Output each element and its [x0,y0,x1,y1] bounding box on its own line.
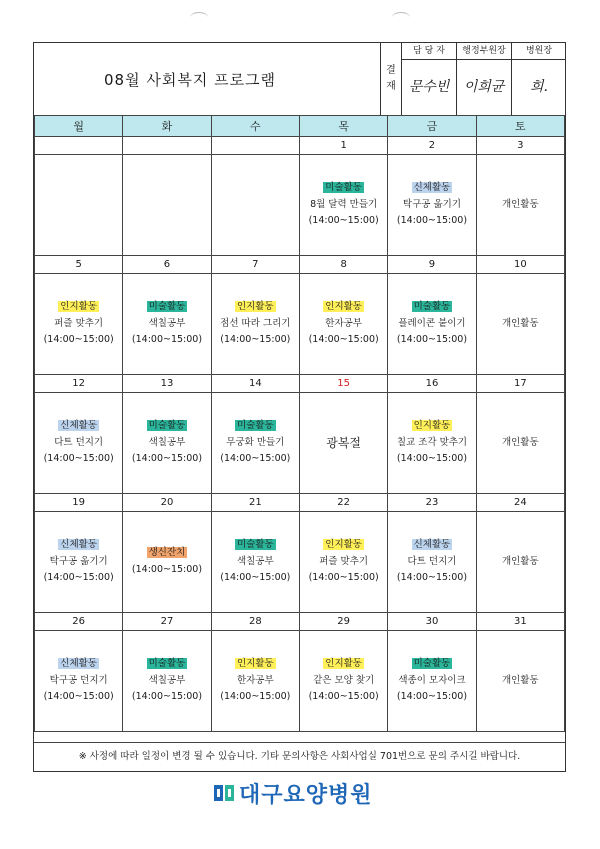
date-number: 8 [299,256,387,274]
activity-tag: 신체활동 [60,658,98,670]
date-number: 28 [211,613,299,631]
day-cell [388,274,476,375]
approval-label-char: 결 [386,65,396,76]
weekday-header: 목 [299,116,387,137]
signature: 이희균 [463,79,505,95]
hospital-logo-text: 대구요양병원 [239,782,373,808]
activity-tag: 인지활동 [60,301,98,313]
date-row [35,375,565,393]
day-cell [476,631,564,732]
activity-text: 퍼즐 맞추기 [54,317,104,329]
date-number: 10 [476,256,564,274]
activity-tag: 인지활동 [236,658,274,670]
day-cell [35,512,123,613]
day-cell [123,274,211,375]
schedule-sheet [33,42,566,772]
activity-text: 색칠공부 [236,555,274,567]
activity-text: 탁구공 옮기기 [49,555,108,567]
date-number: 26 [35,613,123,631]
activity-tag: 미술활동 [148,301,186,313]
activity-row [35,155,565,256]
activity-tag: 인지활동 [325,301,362,313]
day-cell [123,631,211,732]
date-number: 31 [476,613,564,631]
day-cell [211,393,299,494]
date-number: 1 [299,137,387,155]
day-cell [299,274,387,375]
date-number: 15 [299,375,387,393]
day-cell [388,155,476,256]
date-number: 27 [123,613,211,631]
activity-tag: 신체활동 [60,420,98,432]
activity-text: 개인활동 [501,674,539,686]
day-cell [476,512,564,613]
day-cell [123,155,211,256]
activity-text: 색칠공부 [148,436,186,448]
activity-text: 한자공부 [325,317,362,329]
activity-row [35,393,565,494]
activity-text: 플레이콘 붙이기 [398,317,466,329]
activity-time: (14:00~15:00) [308,572,379,584]
activity-time: (14:00~15:00) [308,334,379,346]
day-cell [123,393,211,494]
day-cell [35,274,123,375]
date-number: 29 [299,613,387,631]
activity-time: (14:00~15:00) [308,691,379,703]
day-cell [476,155,564,256]
activity-tag: 인지활동 [236,301,274,313]
activity-text: 점선 따라 그리기 [220,317,291,329]
activity-text: 탁구공 옮기기 [402,198,462,210]
day-cell [476,274,564,375]
weekday-header: 수 [211,116,299,137]
activity-text: 다트 던지기 [407,555,457,567]
hospital-logo [213,773,373,813]
approval-label-char: 재 [386,81,396,92]
day-cell [476,393,564,494]
activity-text: 색칠공부 [148,317,186,329]
date-number [35,137,123,155]
activity-time: (14:00~15:00) [396,691,468,703]
activity-time: (14:00~15:00) [43,453,114,465]
date-number: 14 [211,375,299,393]
punch-hole-right [392,12,410,23]
date-number: 7 [211,256,299,274]
weekday-header: 월 [35,116,123,137]
weekday-header: 화 [123,116,211,137]
day-cell [299,631,387,732]
day-cell [388,393,476,494]
activity-text: 한자공부 [236,674,274,686]
date-number: 2 [388,137,476,155]
day-cell [35,393,123,494]
approver-director [512,43,566,115]
activity-time: (14:00~15:00) [131,691,203,703]
activity-text: 색칠공부 [148,674,186,686]
date-number: 12 [35,375,123,393]
weekday-header-row [35,116,565,137]
weekday-header: 토 [476,116,564,137]
date-number: 23 [388,494,476,512]
activity-time: (14:00~15:00) [131,564,203,575]
day-cell [211,155,299,256]
date-number: 3 [476,137,564,155]
punch-hole-left [190,12,208,23]
activity-tag: 신체활동 [413,539,451,551]
holiday-label: 광복절 [326,435,362,450]
approver-role: 병원장 [512,43,566,60]
day-cell [211,274,299,375]
day-cell [211,631,299,732]
activity-tag: 미술활동 [325,182,362,194]
activity-text: 개인활동 [501,198,539,210]
activity-tag: 미술활동 [148,658,186,670]
activity-text: 개인활동 [501,436,539,448]
weekday-header: 금 [388,116,476,137]
activity-tag: 미술활동 [413,658,451,670]
day-cell [388,512,476,613]
activity-text: 색종이 모자이크 [398,674,466,686]
date-row [35,613,565,631]
day-cell [123,512,211,613]
day-cell [388,631,476,732]
activity-time: (14:00~15:00) [396,334,468,346]
date-number [211,137,299,155]
approver-role: 행정부원장 [457,43,511,60]
day-cell [211,512,299,613]
activity-text: 같은 모양 찾기 [313,674,375,686]
date-row [35,256,565,274]
date-number: 9 [388,256,476,274]
date-number: 24 [476,494,564,512]
date-number: 19 [35,494,123,512]
day-cell [35,631,123,732]
activity-time: (14:00~15:00) [220,572,291,584]
footer-note: ※ 사정에 따라 일정이 변경 될 수 있습니다. 기타 문의사항은 사회사업실 701번으로 문의 주시길 바랍니다. [34,742,565,771]
approval-box [380,43,566,115]
activity-time: (14:00~15:00) [220,691,291,703]
activity-tag: 미술활동 [236,420,274,432]
activity-time: (14:00~15:00) [43,334,114,346]
activity-time: (14:00~15:00) [220,334,291,346]
activity-text: 탁구공 던지기 [49,674,108,686]
day-cell [299,155,387,256]
approver-role: 담 당 자 [402,43,456,60]
date-number: 6 [123,256,211,274]
page-title: 08월 사회복지 프로그램 [104,71,277,89]
date-number: 21 [211,494,299,512]
approver-vice-director [457,43,512,115]
activity-text: 다트 던지기 [54,436,104,448]
activity-tag: 미술활동 [236,539,274,551]
activity-tag: 인지활동 [413,420,451,432]
date-row [35,494,565,512]
approval-label [381,43,402,115]
activity-time: (14:00~15:00) [396,572,468,584]
activity-text: 무궁화 만들기 [226,436,285,448]
activity-time: (14:00~15:00) [220,453,291,465]
activity-tag: 인지활동 [325,539,362,551]
day-cell [35,155,123,256]
date-number: 13 [123,375,211,393]
day-cell [299,512,387,613]
activity-time: (14:00~15:00) [396,453,468,465]
date-number: 20 [123,494,211,512]
signature: 희. [530,79,548,95]
activity-text: 개인활동 [501,555,539,567]
activity-tag: 신체활동 [413,182,451,194]
activity-time: (14:00~15:00) [43,572,114,584]
date-number: 16 [388,375,476,393]
activity-time: (14:00~15:00) [131,453,203,465]
activity-time: (14:00~15:00) [131,334,203,346]
approver-staff [402,43,457,115]
calendar-table [34,115,565,732]
activity-time: (14:00~15:00) [308,215,379,227]
day-cell [299,393,387,494]
activity-tag: 인지활동 [325,658,362,670]
date-row [35,137,565,155]
signature: 문수빈 [408,79,450,95]
activity-text: 칠교 조각 맞추기 [396,436,468,448]
activity-text: 8월 달력 만들기 [310,198,378,210]
activity-tag: 생신잔치 [148,547,186,559]
activity-row [35,512,565,613]
activity-tag: 미술활동 [148,420,186,432]
date-number: 17 [476,375,564,393]
activity-row [35,631,565,732]
header [34,43,565,116]
activity-row [35,274,565,375]
activity-tag: 신체활동 [60,539,98,551]
date-number: 22 [299,494,387,512]
activity-tag: 미술활동 [413,301,451,313]
activity-time: (14:00~15:00) [396,215,468,227]
date-number: 5 [35,256,123,274]
date-number: 30 [388,613,476,631]
activity-time: (14:00~15:00) [43,691,114,703]
date-number [123,137,211,155]
activity-text: 퍼즐 맞추기 [319,555,369,567]
activity-text: 개인활동 [501,317,539,329]
hospital-logo-icon [213,782,235,804]
